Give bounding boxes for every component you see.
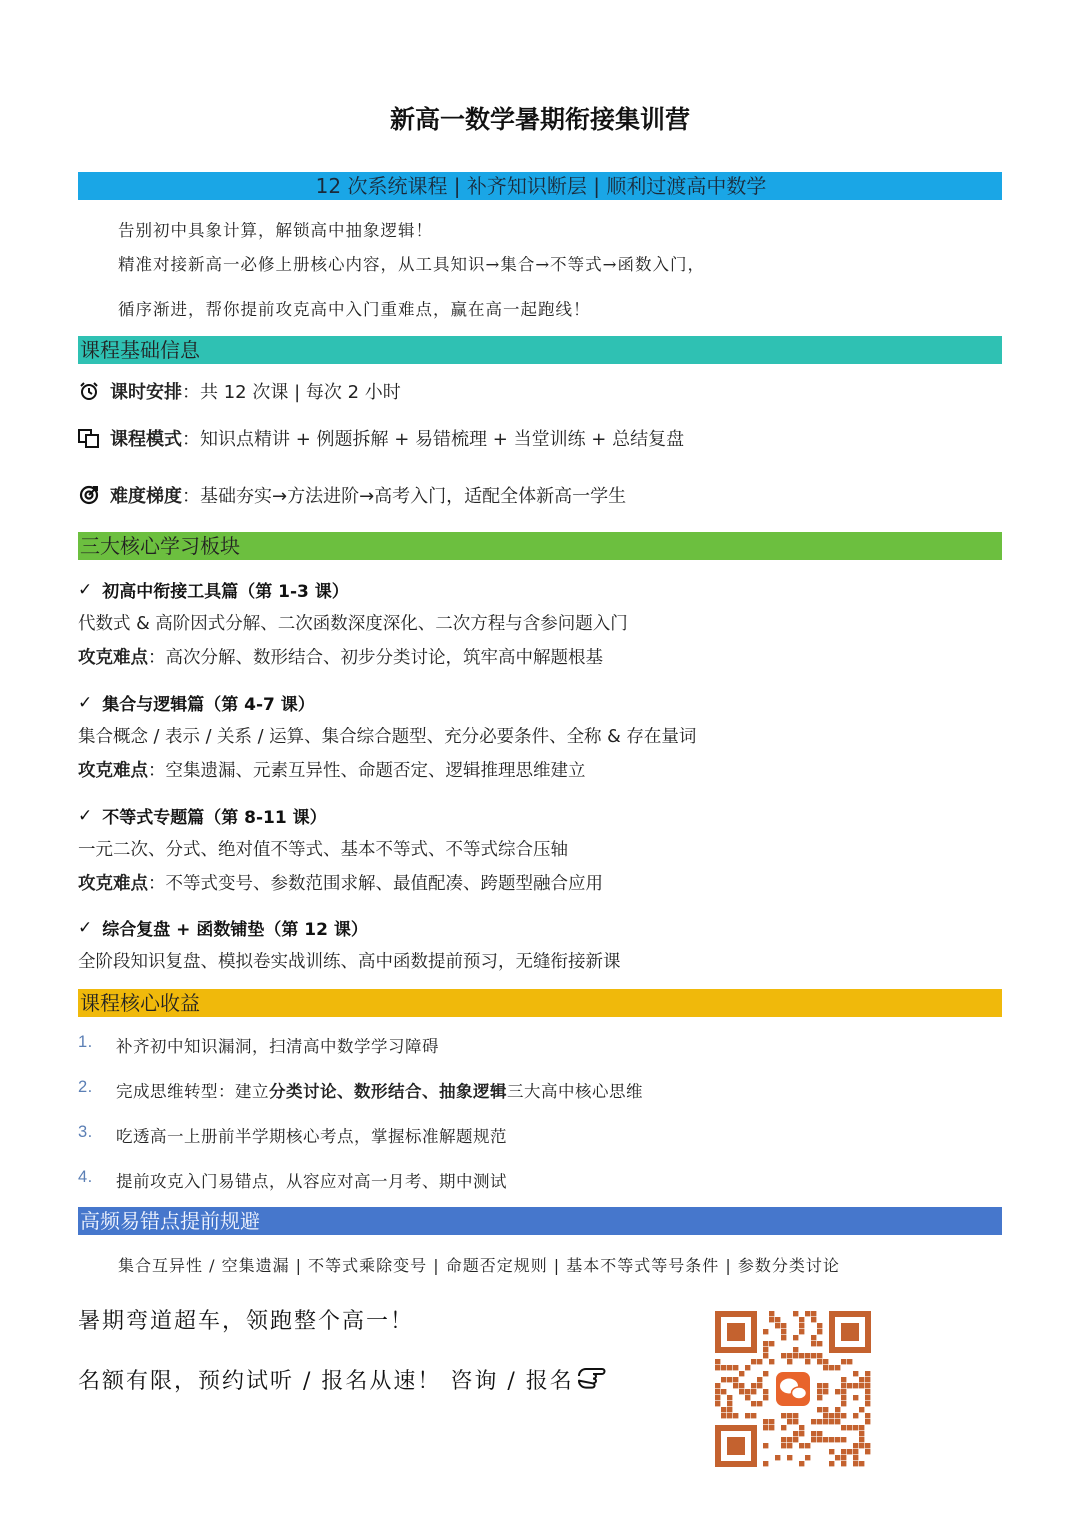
- module-title: [78, 915, 368, 940]
- section-header-info: 课程基础信息: [78, 336, 1002, 364]
- module-key-points: [78, 757, 586, 782]
- module-title: [78, 803, 327, 828]
- list-number: 2.: [78, 1078, 93, 1096]
- checkmark-icon: ✓: [78, 692, 93, 713]
- section-header-pitfalls: 高频易错点提前规避: [78, 1207, 1002, 1235]
- wechat-qr-code[interactable]: [715, 1311, 871, 1467]
- benefit-text: 三大高中核心思维: [507, 1082, 643, 1101]
- key-points-text: ：不等式变号、参数范围求解、最值配凑、跨题型融合应用: [148, 874, 603, 894]
- module-content: 一元二次、分式、绝对值不等式、基本不等式、不等式综合压轴: [78, 840, 568, 860]
- benefit-text: 完成思维转型：建立: [116, 1082, 269, 1101]
- key-points-label: 攻克难点: [78, 648, 148, 668]
- info-row-difficulty: [78, 482, 626, 508]
- info-text: ：知识点精讲 + 例题拆解 + 易错梳理 + 当堂训练 + 总结复盘: [182, 429, 685, 450]
- module-title-text: 综合复盘 + 函数铺垫（第 12 课）: [102, 920, 368, 940]
- key-points-text: ：高次分解、数形结合、初步分类讨论，筑牢高中解题根基: [148, 648, 603, 668]
- list-item: [78, 1123, 507, 1147]
- module-key-points: [78, 644, 603, 669]
- list-item: [78, 1078, 643, 1102]
- module-title-text: 集合与逻辑篇（第 4-7 课）: [102, 695, 315, 715]
- key-points-text: ：空集遗漏、元素互异性、命题否定、逻辑推理思维建立: [148, 761, 586, 781]
- key-points-label: 攻克难点: [78, 874, 148, 894]
- pointing-hand-icon: [576, 1362, 606, 1396]
- info-label: 难度梯度: [110, 486, 182, 507]
- checkmark-icon: ✓: [78, 579, 93, 600]
- closing-slogan: 暑期弯道超车，领跑整个高一！: [78, 1309, 415, 1334]
- list-item: [78, 1168, 507, 1192]
- info-row-schedule: [78, 378, 401, 404]
- page-title: 新高一数学暑期衔接集训营: [389, 105, 690, 134]
- list-number: 1.: [78, 1033, 93, 1051]
- list-number: 4.: [78, 1168, 93, 1186]
- intro-line-2: 精准对接新高一必修上册核心内容，从工具知识→集合→不等式→函数入门，: [118, 255, 705, 274]
- section-header-modules: 三大核心学习板块: [78, 532, 1002, 560]
- info-label: 课时安排: [110, 382, 182, 403]
- module-title: [78, 690, 315, 715]
- list-item: [78, 1033, 439, 1057]
- closing-cta: [78, 1362, 606, 1396]
- module-content: 集合概念 / 表示 / 关系 / 运算、集合综合题型、充分必要条件、全称 & 存在量词: [78, 727, 697, 747]
- target-icon: [78, 484, 100, 506]
- checkmark-icon: ✓: [78, 805, 93, 826]
- tagline-banner: 12 次系统课程 | 补齐知识断层 | 顺利过渡高中数学: [78, 172, 1002, 200]
- info-row-mode: [78, 425, 684, 451]
- intro-line-3: 循序渐进，帮你提前攻克高中入门重难点，赢在高一起跑线！: [118, 300, 591, 319]
- closing-cta-text: 名额有限，预约试听 / 报名从速！ 咨询 / 报名: [78, 1368, 574, 1394]
- benefit-text: 吃透高一上册前半学期核心考点，掌握标准解题规范: [116, 1127, 507, 1146]
- info-label: 课程模式: [110, 429, 182, 450]
- benefit-text: 提前攻克入门易错点，从容应对高一月考、期中测试: [116, 1172, 507, 1191]
- list-number: 3.: [78, 1123, 93, 1141]
- module-content: 代数式 & 高阶因式分解、二次函数深度深化、二次方程与含参问题入门: [78, 614, 628, 634]
- module-content: 全阶段知识复盘、模拟卷实战训练、高中函数提前预习，无缝衔接新课: [78, 952, 621, 972]
- module-title-text: 不等式专题篇（第 8-11 课）: [102, 808, 327, 828]
- module-key-points: [78, 870, 603, 895]
- intro-line-1: 告别初中具象计算，解锁高中抽象逻辑！: [118, 221, 433, 240]
- checkmark-icon: ✓: [78, 917, 93, 938]
- alarm-clock-icon: [78, 380, 100, 402]
- benefit-emphasis: 分类讨论、数形结合、抽象逻辑: [269, 1082, 507, 1101]
- info-text: ：基础夯实→方法进阶→高考入门，适配全体新高一学生: [182, 486, 627, 507]
- pitfalls-list: 集合互异性 / 空集遗漏 | 不等式乘除变号 | 命题否定规则 | 基本不等式等号条件 | 参数分类讨论: [118, 1256, 840, 1275]
- benefit-text: 补齐初中知识漏洞，扫清高中数学学习障碍: [116, 1037, 439, 1056]
- module-title: [78, 577, 349, 602]
- info-text: ：共 12 次课 | 每次 2 小时: [182, 382, 401, 403]
- module-title-text: 初高中衔接工具篇（第 1-3 课）: [102, 582, 349, 602]
- section-header-benefits: 课程核心收益: [78, 989, 1002, 1017]
- copy-pages-icon: [78, 427, 100, 449]
- key-points-label: 攻克难点: [78, 761, 148, 781]
